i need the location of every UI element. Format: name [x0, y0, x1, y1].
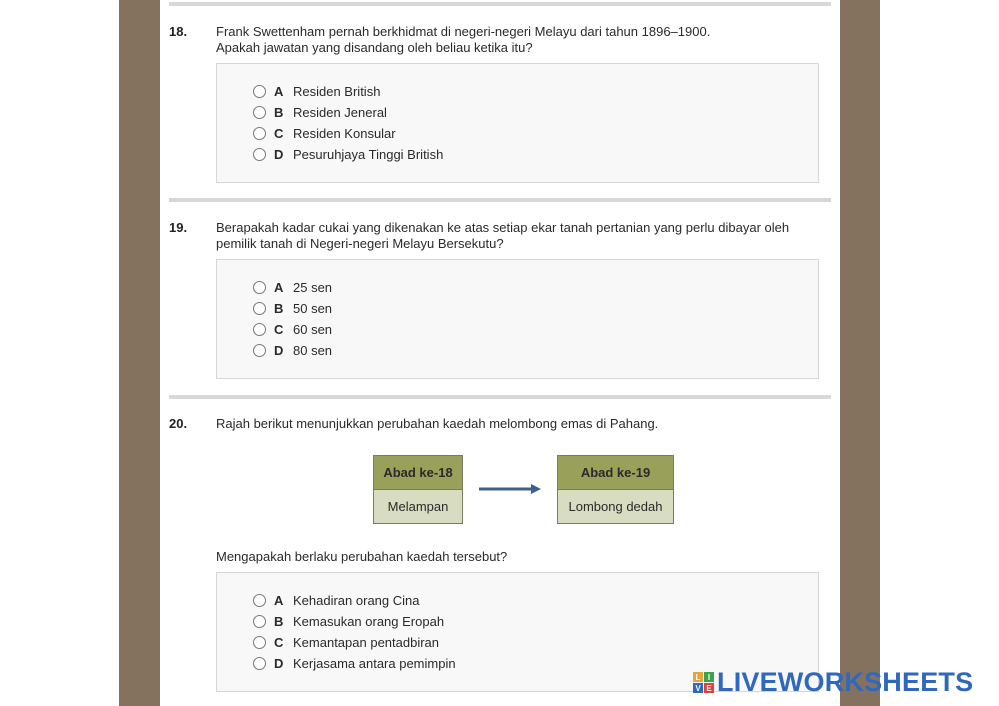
option-letter: A: [274, 84, 284, 99]
option-letter: D: [274, 656, 284, 671]
option-label: Pesuruhjaya Tinggi British: [293, 147, 444, 162]
option-letter: C: [274, 126, 284, 141]
question-20-number: 20.: [169, 416, 188, 431]
question-19-number: 19.: [169, 220, 188, 235]
option-label: Residen British: [293, 84, 381, 99]
radio-button[interactable]: [253, 106, 266, 119]
q19-option-a[interactable]: [253, 277, 332, 298]
q18-option-d[interactable]: [253, 144, 443, 165]
divider-19-20: [169, 395, 831, 399]
q19-option-b[interactable]: [253, 298, 332, 319]
logo-mark-v: V: [693, 683, 703, 693]
option-letter: C: [274, 635, 284, 650]
diagram-body-left: Melampan: [374, 490, 462, 523]
option-letter: A: [274, 280, 284, 295]
q18-option-c[interactable]: [253, 123, 396, 144]
logo-mark-i: I: [704, 672, 714, 682]
question-19-line-2: pemilik tanah di Negeri-negeri Melayu Bersekutu?: [216, 236, 504, 251]
radio-button[interactable]: [253, 127, 266, 140]
option-letter: D: [274, 147, 284, 162]
diagram-box-abad-19: [557, 455, 674, 524]
liveworksheets-logo[interactable]: [693, 667, 973, 698]
right-border-band: [840, 0, 880, 706]
question-19-line-1: Berapakah kadar cukai yang dikenakan ke atas setiap ekar tanah pertanian yang perlu dibayar oleh: [216, 220, 790, 235]
radio-button[interactable]: [253, 323, 266, 336]
q20-option-d[interactable]: [253, 653, 456, 674]
logo-mark-e: E: [704, 683, 714, 693]
right-margin: [880, 0, 999, 706]
question-18-options: [216, 63, 819, 183]
q18-option-a[interactable]: [253, 81, 380, 102]
option-label: Kehadiran orang Cina: [293, 593, 420, 608]
question-18-number: 18.: [169, 24, 188, 39]
logo-text: LIVEWORKSHEETS: [717, 667, 974, 697]
top-divider: [169, 2, 831, 6]
radio-button[interactable]: [253, 636, 266, 649]
radio-button[interactable]: [253, 657, 266, 670]
radio-button[interactable]: [253, 344, 266, 357]
q20-option-c[interactable]: [253, 632, 439, 653]
question-19-text: [216, 220, 826, 252]
q19-option-d[interactable]: [253, 340, 332, 361]
q18-option-b[interactable]: [253, 102, 387, 123]
question-20-subtext: Mengapakah berlaku perubahan kaedah tersebut?: [216, 549, 508, 564]
radio-button[interactable]: [253, 302, 266, 315]
divider-18-19: [169, 198, 831, 202]
option-label: 50 sen: [293, 301, 333, 316]
question-19-options: [216, 259, 819, 379]
option-label: 25 sen: [293, 280, 333, 295]
left-border-band: [119, 0, 160, 706]
radio-button[interactable]: [253, 281, 266, 294]
option-label: Residen Konsular: [293, 126, 396, 141]
radio-button[interactable]: [253, 615, 266, 628]
arrow-right-icon: [478, 482, 542, 496]
question-20-line-1: Rajah berikut menunjukkan perubahan kaedah melombong emas di Pahang.: [216, 416, 659, 431]
left-margin: [0, 0, 119, 706]
diagram-header-left: Abad ke-18: [374, 456, 462, 490]
radio-button[interactable]: [253, 85, 266, 98]
option-letter: B: [274, 105, 284, 120]
question-20-text: [216, 416, 826, 432]
option-label: Kemantapan pentadbiran: [293, 635, 440, 650]
question-18-line-1: Frank Swettenham pernah berkhidmat di negeri-negeri Melayu dari tahun 1896–1900.: [216, 24, 711, 39]
option-letter: B: [274, 301, 284, 316]
option-label: Kerjasama antara pemimpin: [293, 656, 456, 671]
logo-mark-l: L: [693, 672, 703, 682]
option-letter: C: [274, 322, 284, 337]
diagram-header-right: Abad ke-19: [558, 456, 673, 490]
question-18-line-2: Apakah jawatan yang disandang oleh beliau ketika itu?: [216, 40, 533, 55]
option-label: Kemasukan orang Eropah: [293, 614, 445, 629]
logo-mark-icon: [693, 672, 714, 693]
option-label: Residen Jeneral: [293, 105, 387, 120]
option-letter: D: [274, 343, 284, 358]
option-label: 60 sen: [293, 322, 333, 337]
worksheet-page: [160, 0, 840, 706]
diagram-body-right: Lombong dedah: [558, 490, 673, 523]
radio-button[interactable]: [253, 148, 266, 161]
option-letter: A: [274, 593, 284, 608]
q20-option-a[interactable]: [253, 590, 419, 611]
q19-option-c[interactable]: [253, 319, 332, 340]
q20-option-b[interactable]: [253, 611, 444, 632]
diagram-box-abad-18: [373, 455, 463, 524]
radio-button[interactable]: [253, 594, 266, 607]
option-letter: B: [274, 614, 284, 629]
question-18-text: [216, 24, 826, 56]
option-label: 80 sen: [293, 343, 333, 358]
